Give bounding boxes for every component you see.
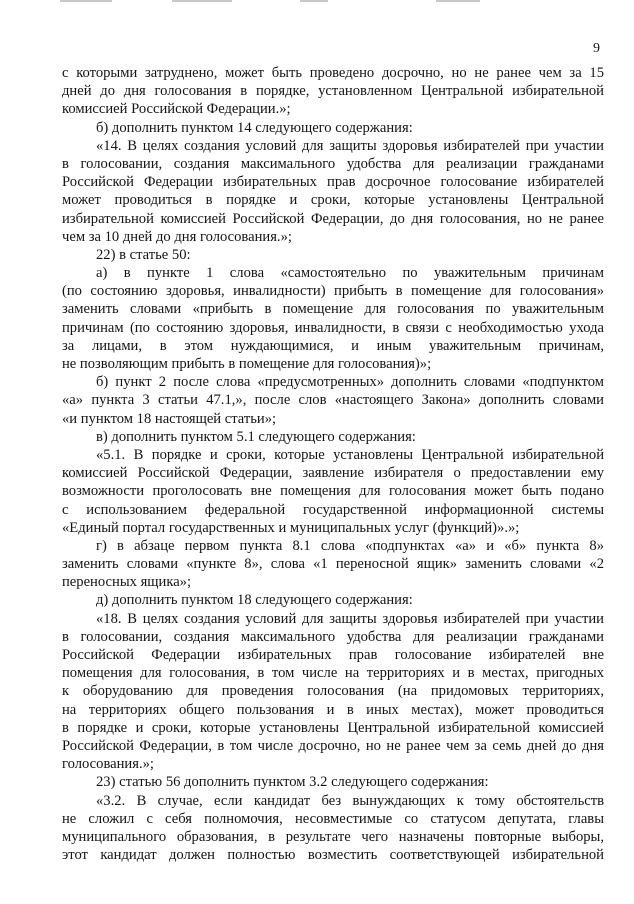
text-line: заменить словами «прибыть в помещение для голосования по уважительным	[62, 301, 604, 318]
text-line: «и пунктом 18 настоящей статьи»;	[62, 410, 277, 427]
text-line: б) дополнить пунктом 14 следующего содержания:	[96, 119, 413, 136]
text-line: за лицами, в этом нуждающимися, и иным уважительным причинам,	[62, 337, 604, 354]
text-line: «3.2. В случае, если кандидат без вынуждающих к тому обстоятельств	[96, 792, 604, 809]
text-line: не сложил с себя полномочия, несовместимые со статусом депутата, главы	[62, 810, 604, 827]
text-line: Российской Федерации избирательных прав голосование избирателей вне	[62, 647, 604, 663]
text-line: а) в пункте 1 слова «самостоятельно по уважительным причинам	[96, 265, 604, 282]
text-line: «14. В целях создания условий для защиты здоровья избирателей при участии	[96, 137, 604, 154]
text-line: (по состоянию здоровья, инвалидности) прибыть в помещение для голосования»	[62, 283, 604, 300]
text-line: д) дополнить пунктом 18 следующего содержания:	[96, 592, 413, 609]
text-line: «Единый портал государственных и муниципальных услуг (функций)».»;	[62, 519, 520, 536]
text-line: муниципального образования, в результате чего назначены повторные выборы,	[62, 828, 604, 845]
text-line: комиссией Российской Федерации, заявление избирателя о предоставлении ему	[62, 465, 604, 482]
text-line: «а» пункта 3 статьи 47.1,», после слов «настоящего Закона» дополнить словами	[62, 392, 604, 409]
text-line: помещения для голосования, в том числе на территориях и в местах, пригодных	[62, 665, 604, 682]
text-line: не позволяющим прибыть в помещение для голосования)»;	[62, 356, 432, 372]
text-line: в порядке и сроки, которые установлены Центральной избирательной комиссией	[62, 719, 604, 736]
text-line: дней до дня голосования в порядке, установленном Центральной избирательной	[62, 83, 604, 100]
document-body	[62, 64, 604, 864]
text-line: этот кандидат должен полностью возместить соответствующей избирательной	[62, 847, 604, 864]
text-line: возможности проголосовать вне помещения для голосования может быть подано	[62, 483, 604, 500]
text-line: причинам (по состоянию здоровья, инвалидности, в связи с необходимостью ухода	[62, 319, 604, 336]
text-line: чем за 10 дней до дня голосования.»;	[62, 228, 292, 245]
text-line: может проводиться в порядке и сроки, которые установлены Центральной	[62, 192, 604, 209]
text-line: в голосовании, создания максимального удобства для реализации гражданами	[62, 628, 604, 645]
text-line: заменить словами «пункте 8», слова «1 переносной ящик» заменить словами «2	[62, 556, 604, 573]
text-line: г) в абзаце первом пункта 8.1 слова «подпунктах «а» и «б» пункта 8»	[96, 537, 604, 554]
text-line: «18. В целях создания условий для защиты здоровья избирателей при участии	[96, 610, 604, 627]
text-line: с использованием федеральной государственной информационной системы	[62, 501, 604, 518]
page-number: 9	[593, 41, 600, 56]
text-line: Российской Федерации избирательных прав досрочное голосование избирателей	[62, 174, 604, 191]
text-line: в голосовании, создания максимального удобства для реализации гражданами	[62, 155, 604, 172]
text-line: избирательной комиссией Российской Федерации, до дня голосования, но не ранее	[62, 210, 604, 227]
text-line: в) дополнить пунктом 5.1 следующего содержания:	[96, 428, 416, 445]
text-line: на территориях общего пользования и в иных местах), может проводиться	[62, 701, 604, 718]
text-line: комиссией Российской Федерации.»;	[62, 101, 291, 118]
text-line: 23) статью 56 дополнить пунктом 3.2 следующего содержания:	[96, 774, 489, 791]
text-line: 22) в статье 50:	[96, 246, 191, 263]
text-line: «5.1. В порядке и сроки, которые установлены Центральной избирательной	[96, 446, 604, 463]
scan-artifact-top	[0, 0, 634, 6]
text-line: с которыми затруднено, может быть проведено досрочно, но не ранее чем за 15	[62, 65, 604, 81]
text-line: Российской Федерации, в том числе досрочно, но не ранее чем за семь дней до дня	[62, 737, 604, 754]
text-line: б) пункт 2 после слова «предусмотренных» дополнить словами «подпунктом	[96, 374, 604, 391]
text-line: переносных ящика»;	[62, 574, 192, 591]
text-line: к оборудованию для проведения голосования (на придомовых территориях,	[62, 683, 604, 700]
text-line: голосования.»;	[62, 756, 154, 773]
